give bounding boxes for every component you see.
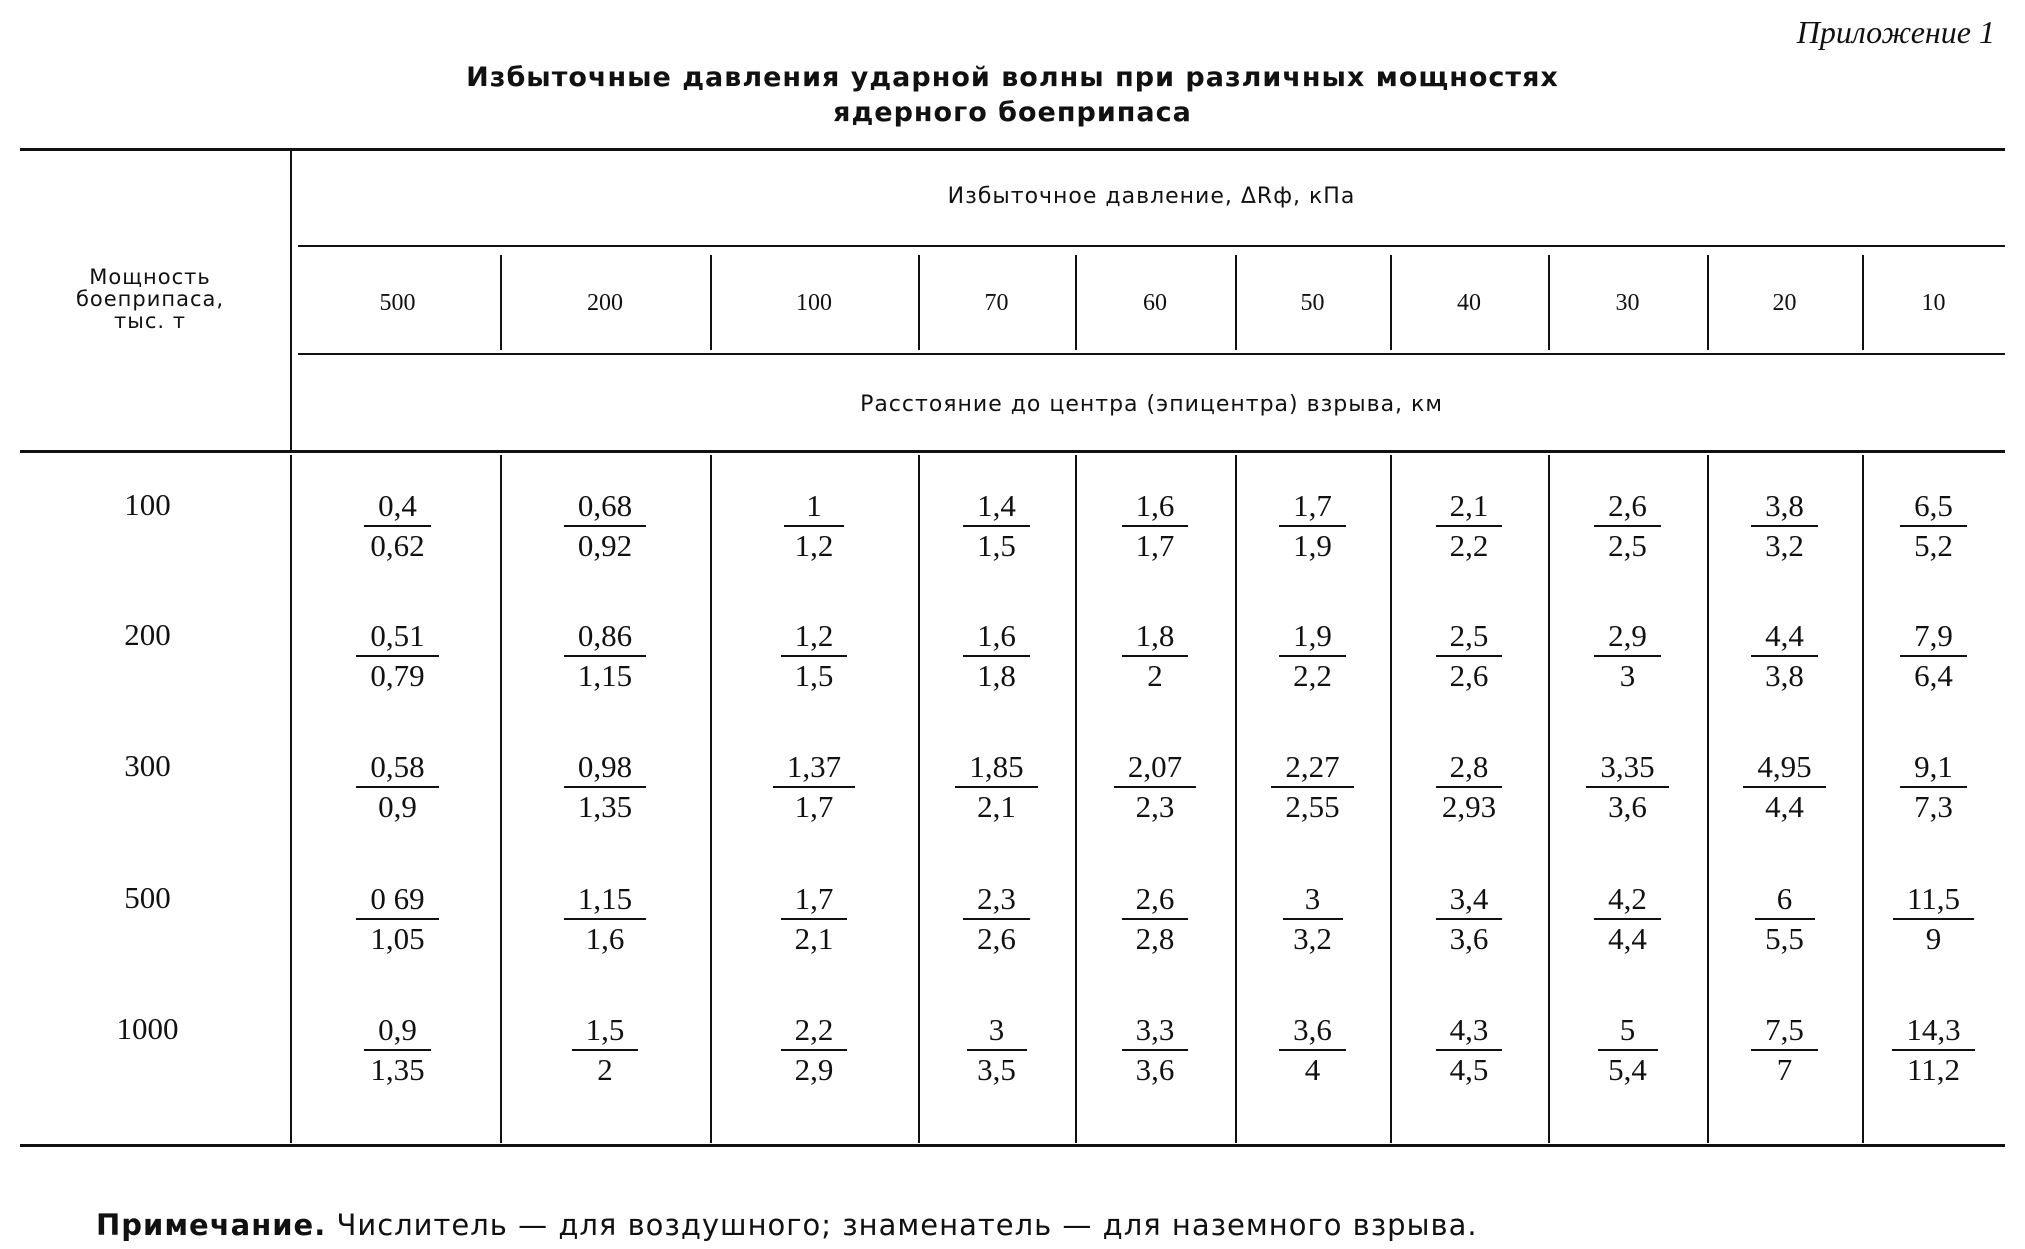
table-cell: [1568, 487, 1688, 565]
table-cell: [1874, 617, 1994, 695]
cell-numerator: 11,5: [1893, 880, 1974, 920]
table-cell: [1253, 880, 1373, 958]
table-cell: [1725, 617, 1845, 695]
cell-numerator: 0,9: [364, 1011, 431, 1051]
cell-denominator: 7,3: [1914, 789, 1953, 824]
note-label: Примечание.: [96, 1208, 327, 1242]
cell-numerator: 1,37: [773, 748, 855, 788]
table-cell: [754, 617, 874, 695]
cell-denominator: 4,4: [1608, 921, 1647, 956]
power-header: [30, 266, 270, 332]
cell-numerator: 1,7: [781, 880, 848, 920]
cell-numerator: 14,3: [1892, 1011, 1974, 1051]
pressure-value-header: 20: [1772, 290, 1797, 316]
cell-denominator: 0,79: [370, 658, 425, 693]
row-power-label: 100: [124, 487, 171, 522]
row-power-label: 1000: [116, 1011, 179, 1046]
cell-denominator: 1,9: [1293, 528, 1332, 563]
cell-numerator: 2,5: [1436, 617, 1503, 657]
cell-denominator: 2,9: [794, 1052, 834, 1087]
cell-denominator: 2: [1147, 658, 1163, 693]
pressure-value-header: 500: [379, 290, 416, 316]
cell-numerator: 6,5: [1900, 487, 1967, 527]
table-cell: [545, 487, 665, 565]
table-cell: [1874, 880, 1994, 958]
pressure-value-header: 70: [984, 290, 1009, 316]
cell-denominator: 2,93: [1441, 789, 1497, 824]
table-cell: [1253, 617, 1373, 695]
cell-denominator: 1,7: [794, 789, 834, 824]
body-column-divider: [1235, 455, 1237, 1143]
cell-numerator: 6: [1755, 880, 1815, 920]
header-bottom-rule: [20, 450, 2005, 453]
table-cell: [338, 748, 458, 826]
cell-denominator: 4,4: [1765, 789, 1804, 824]
cell-denominator: 3,2: [1765, 528, 1804, 563]
cell-denominator: 1,5: [794, 658, 834, 693]
cell-numerator: 0,98: [564, 748, 646, 788]
appendix-label: Приложение 1: [1796, 14, 1995, 50]
table-cell: [1874, 748, 1994, 826]
table-cell: [1725, 1011, 1845, 1089]
row-power-label: 300: [124, 748, 171, 783]
cell-denominator: 3,5: [977, 1052, 1016, 1087]
table-cell: [754, 748, 874, 826]
cell-denominator: 7: [1776, 1052, 1793, 1087]
cell-denominator: 3,8: [1765, 658, 1804, 693]
power-header-line2: боеприпаса,: [75, 287, 225, 311]
cell-denominator: 2,6: [977, 921, 1016, 956]
cell-numerator: 1,8: [1122, 617, 1189, 657]
cell-numerator: 5: [1598, 1011, 1658, 1051]
table-cell: [1253, 487, 1373, 565]
table-cell: [937, 487, 1057, 565]
cell-numerator: 2,6: [1122, 880, 1189, 920]
table-title: [0, 60, 2025, 130]
pressure-value-header: 100: [796, 290, 832, 316]
distance-header: Расстояние до центра (эпицентра) взрыва, км: [860, 392, 1443, 417]
header-rule-pressure: [298, 245, 2005, 247]
table-cell: [937, 617, 1057, 695]
table-cell: [1568, 748, 1688, 826]
cell-numerator: 3: [967, 1011, 1027, 1051]
cell-numerator: 7,5: [1751, 1011, 1818, 1051]
table-cell: [545, 617, 665, 695]
table-cell: [338, 617, 458, 695]
cell-denominator: 1,2: [794, 528, 834, 563]
pressure-value-header: 50: [1300, 290, 1325, 316]
cell-numerator: 0,68: [564, 487, 646, 527]
body-column-divider: [500, 455, 502, 1143]
table-cell: [1095, 748, 1215, 826]
cell-denominator: 1,35: [370, 1052, 425, 1087]
pressure-header: Избыточное давление, ΔRф, кПа: [947, 184, 1356, 209]
cell-denominator: 1,7: [1135, 528, 1175, 563]
cell-denominator: 1,35: [577, 789, 633, 824]
cell-denominator: 0,92: [577, 528, 633, 563]
table-cell: [937, 1011, 1057, 1089]
cell-numerator: 3,8: [1751, 487, 1818, 527]
pressure-value-header: 60: [1143, 290, 1167, 316]
cell-denominator: 9: [1925, 921, 1942, 956]
cell-denominator: 6,4: [1914, 658, 1953, 693]
cell-denominator: 1,8: [977, 658, 1016, 693]
table-cell: [1725, 748, 1845, 826]
cell-denominator: 4: [1304, 1052, 1321, 1087]
table-cell: [1095, 880, 1215, 958]
table-cell: [1095, 1011, 1215, 1089]
cell-numerator: 3,35: [1586, 748, 1668, 788]
table-cell: [1409, 748, 1529, 826]
cell-denominator: 2: [597, 1052, 613, 1087]
table-cell: [1409, 487, 1529, 565]
row-power-label: 200: [124, 617, 171, 652]
cell-denominator: 3: [1619, 658, 1636, 693]
cell-denominator: 1,6: [585, 921, 625, 956]
cell-denominator: 1,15: [577, 658, 633, 693]
cell-denominator: 1,05: [370, 921, 425, 956]
cell-numerator: 2,07: [1114, 748, 1196, 788]
note-text: Числитель — для воздушного; знаменатель — для наземного взрыва.: [336, 1208, 1478, 1242]
cell-numerator: 0 69: [356, 880, 438, 920]
table-cell: [338, 880, 458, 958]
body-column-divider: [1075, 455, 1077, 1143]
cell-denominator: 5,4: [1608, 1052, 1647, 1087]
table-cell: [937, 880, 1057, 958]
cell-numerator: 1,5: [572, 1011, 639, 1051]
table-cell: [1095, 617, 1215, 695]
cell-denominator: 3,2: [1293, 921, 1332, 956]
table-cell: [1568, 617, 1688, 695]
table-note: [96, 1208, 1478, 1242]
cell-denominator: 2,8: [1135, 921, 1175, 956]
cell-numerator: 1,2: [781, 617, 848, 657]
cell-numerator: 7,9: [1900, 617, 1967, 657]
table-cell: [1409, 880, 1529, 958]
table-cell: [1568, 1011, 1688, 1089]
cell-denominator: 5,2: [1914, 528, 1953, 563]
cell-numerator: 3,6: [1279, 1011, 1346, 1051]
cell-numerator: 1,15: [564, 880, 646, 920]
cell-numerator: 2,1: [1436, 487, 1503, 527]
table-cell: [937, 748, 1057, 826]
table-top-rule: [20, 148, 2005, 151]
cell-denominator: 2,2: [1449, 528, 1489, 563]
cell-denominator: 11,2: [1906, 1052, 1961, 1087]
cell-denominator: 2,5: [1608, 528, 1647, 563]
table-cell: [1253, 1011, 1373, 1089]
table-cell: [1253, 748, 1373, 826]
cell-denominator: 5,5: [1765, 921, 1804, 956]
body-column-divider: [1548, 455, 1550, 1143]
table-cell: [338, 487, 458, 565]
cell-numerator: 2,2: [781, 1011, 848, 1051]
cell-numerator: 2,3: [963, 880, 1030, 920]
cell-numerator: 0,58: [356, 748, 438, 788]
table-cell: [754, 880, 874, 958]
body-column-divider: [1707, 455, 1709, 1143]
pressure-value-header: 200: [587, 290, 623, 316]
cell-denominator: 3,6: [1608, 789, 1647, 824]
body-column-divider: [918, 455, 920, 1143]
cell-numerator: 0,51: [356, 617, 438, 657]
cell-denominator: 2,3: [1135, 789, 1175, 824]
table-cell: [545, 1011, 665, 1089]
cell-denominator: 2,55: [1285, 789, 1340, 824]
table-cell: [1568, 880, 1688, 958]
table-title-line1: Избыточные давления ударной волны при различных мощностях: [466, 62, 1559, 93]
cell-numerator: 3: [1283, 880, 1343, 920]
cell-denominator: 2,1: [977, 789, 1016, 824]
cell-numerator: 1,4: [963, 487, 1030, 527]
cell-denominator: 3,6: [1135, 1052, 1175, 1087]
cell-denominator: 4,5: [1449, 1052, 1489, 1087]
cell-numerator: 3,4: [1436, 880, 1503, 920]
table-cell: [1874, 1011, 1994, 1089]
cell-numerator: 1,6: [1122, 487, 1189, 527]
cell-numerator: 2,6: [1594, 487, 1661, 527]
cell-numerator: 1,7: [1279, 487, 1346, 527]
power-header-line3: тыс. т: [114, 309, 186, 333]
cell-numerator: 2,8: [1436, 748, 1503, 788]
power-header-line1: Мощность: [89, 265, 211, 289]
cell-denominator: 1,5: [977, 528, 1016, 563]
table-bottom-rule: [20, 1144, 2005, 1147]
cell-numerator: 2,27: [1271, 748, 1353, 788]
table-cell: [1725, 487, 1845, 565]
pressure-value-header: 10: [1921, 290, 1946, 316]
cell-numerator: 1,9: [1279, 617, 1346, 657]
cell-numerator: 1: [784, 487, 844, 527]
cell-denominator: 2,6: [1449, 658, 1489, 693]
table-cell: [1409, 617, 1529, 695]
cell-denominator: 2,1: [794, 921, 834, 956]
table-cell: [1874, 487, 1994, 565]
cell-denominator: 0,9: [378, 789, 417, 824]
cell-numerator: 1,6: [963, 617, 1030, 657]
cell-numerator: 9,1: [1900, 748, 1967, 788]
cell-denominator: 0,62: [370, 528, 425, 563]
cell-numerator: 2,9: [1594, 617, 1661, 657]
body-column-divider: [710, 455, 712, 1143]
table-cell: [754, 1011, 874, 1089]
cell-numerator: 3,3: [1122, 1011, 1189, 1051]
cell-numerator: 0,86: [564, 617, 646, 657]
cell-numerator: 0,4: [364, 487, 431, 527]
table-cell: [338, 1011, 458, 1089]
row-power-label: 500: [124, 880, 171, 915]
cell-numerator: 4,4: [1751, 617, 1818, 657]
stub-divider: [290, 150, 292, 450]
table-cell: [1409, 1011, 1529, 1089]
cell-numerator: 4,3: [1436, 1011, 1503, 1051]
body-column-divider: [1390, 455, 1392, 1143]
table-cell: [754, 487, 874, 565]
cell-numerator: 1,85: [955, 748, 1037, 788]
body-column-divider: [290, 455, 292, 1143]
table-cell: [545, 748, 665, 826]
table-title-line2: ядерного боеприпаса: [833, 97, 1192, 128]
table-cell: [545, 880, 665, 958]
cell-denominator: 2,2: [1293, 658, 1332, 693]
cell-denominator: 3,6: [1449, 921, 1489, 956]
pressure-value-header: 40: [1457, 290, 1481, 316]
pressure-value-header: 30: [1615, 290, 1640, 316]
cell-numerator: 4,95: [1743, 748, 1825, 788]
body-column-divider: [1862, 455, 1864, 1143]
table-cell: [1725, 880, 1845, 958]
header-rule-values: [298, 353, 2005, 355]
cell-numerator: 4,2: [1594, 880, 1661, 920]
table-cell: [1095, 487, 1215, 565]
